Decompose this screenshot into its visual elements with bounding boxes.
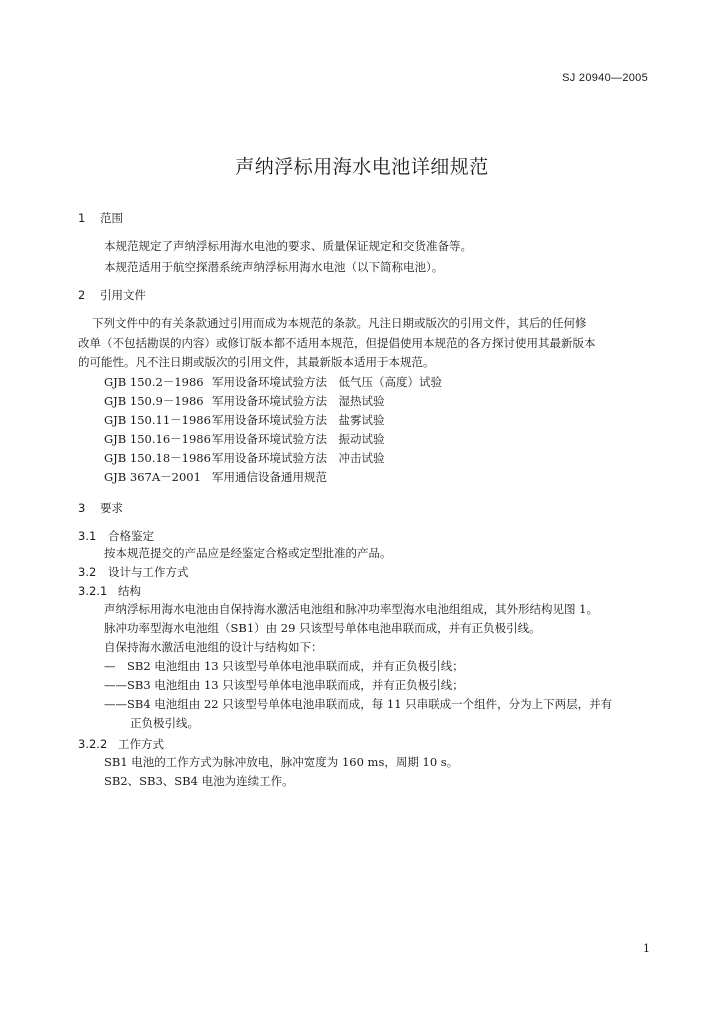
paragraph: 声纳浮标用海水电池由自保持海水激活电池组和脉冲功率型海水电池组组成，其外形结构见图 1。 — [104, 602, 598, 616]
section-title: 范围 — [100, 211, 123, 225]
section-number: 3.2 — [78, 565, 97, 579]
paragraph: 本规范适用于航空探潜系统声纳浮标用海水电池（以下简称电池）。 — [104, 260, 444, 274]
standard-code: SJ 20940—2005 — [562, 72, 648, 84]
reference-title: 军用设备环境试验方法 盐雾试验 — [212, 413, 385, 427]
reference-item — [104, 431, 385, 447]
subsection-3-2-1-heading — [78, 583, 141, 599]
reference-title: 军用设备环境试验方法 振动试验 — [212, 432, 385, 446]
reference-code: GJB 150.18－1986 — [104, 451, 211, 465]
page-number: 1 — [643, 942, 650, 955]
list-item-continuation: 正负极引线。 — [130, 716, 199, 730]
section-title: 工作方式 — [118, 737, 164, 751]
reference-title: 军用设备环境试验方法 低气压（高度）试验 — [212, 375, 442, 389]
paragraph: 按本规范提交的产品应是经鉴定合格或定型批准的产品。 — [104, 546, 392, 560]
reference-title: 军用通信设备通用规范 — [212, 470, 327, 484]
document-title: 声纳浮标用海水电池详细规范 — [235, 156, 489, 178]
reference-item — [104, 412, 385, 428]
subsection-3-2-heading — [78, 564, 189, 580]
subsection-3-2-2-heading — [78, 736, 164, 752]
paragraph: 自保持海水激活电池组的设计与结构如下： — [104, 640, 323, 654]
reference-code: GJB 367A－2001 — [104, 470, 201, 484]
section-number: 3.1 — [78, 529, 97, 543]
reference-code: GJB 150.9－1986 — [104, 394, 204, 408]
reference-code: GJB 150.11－1986 — [104, 413, 211, 427]
section-number: 3.2.2 — [78, 737, 108, 751]
paragraph: 本规范规定了声纳浮标用海水电池的要求、质量保证规定和交货准备等。 — [104, 239, 472, 253]
reference-item — [104, 393, 385, 409]
reference-title: 军用设备环境试验方法 冲击试验 — [212, 451, 385, 465]
list-item: ——SB4 电池组由 22 只该型号单体电池串联而成，每 11 只串联成一个组件，分为上下两层，并有 — [104, 697, 613, 711]
section-number: 2 — [78, 288, 86, 302]
section-title: 引用文件 — [100, 288, 146, 302]
section-2-heading — [78, 287, 146, 303]
section-number: 3 — [78, 501, 86, 515]
paragraph-line: 的可能性。凡不注日期或版次的引用文件，其最新版本适用于本规范。 — [78, 355, 435, 369]
list-item: — SB2 电池组由 13 只该型号单体电池串联而成，并有正负极引线； — [104, 659, 464, 673]
reference-title: 军用设备环境试验方法 湿热试验 — [212, 394, 385, 408]
paragraph-line: 改单（不包括勘误的内容）或修订版本都不适用本规范，但提倡使用本规范的各方探讨使用其最新版本 — [78, 336, 596, 350]
reference-code: GJB 150.2－1986 — [104, 375, 204, 389]
list-item: ——SB3 电池组由 13 只该型号单体电池串联而成，并有正负极引线； — [104, 678, 464, 692]
subsection-3-1-heading — [78, 528, 154, 544]
paragraph: SB1 电池的工作方式为脉冲放电，脉冲宽度为 160 ms，周期 10 s。 — [104, 755, 459, 769]
reference-item — [104, 374, 442, 390]
paragraph-line: 下列文件中的有关条款通过引用而成为本规范的条款。凡注日期或版次的引用文件，其后的任何修 — [92, 316, 587, 330]
section-title: 设计与工作方式 — [108, 565, 189, 579]
paragraph: SB2、SB3、SB4 电池为连续工作。 — [104, 774, 294, 788]
reference-code: GJB 150.16－1986 — [104, 432, 211, 446]
section-number: 1 — [78, 211, 86, 225]
reference-item — [104, 469, 327, 485]
section-title: 结构 — [118, 584, 141, 598]
section-1-heading — [78, 210, 123, 226]
paragraph: 脉冲功率型海水电池组（SB1）由 29 只该型号单体电池串联而成，并有正负极引线。 — [104, 621, 541, 635]
section-title: 合格鉴定 — [108, 529, 154, 543]
reference-item — [104, 450, 385, 466]
section-title: 要求 — [100, 501, 123, 515]
section-number: 3.2.1 — [78, 584, 108, 598]
section-3-heading — [78, 500, 123, 516]
